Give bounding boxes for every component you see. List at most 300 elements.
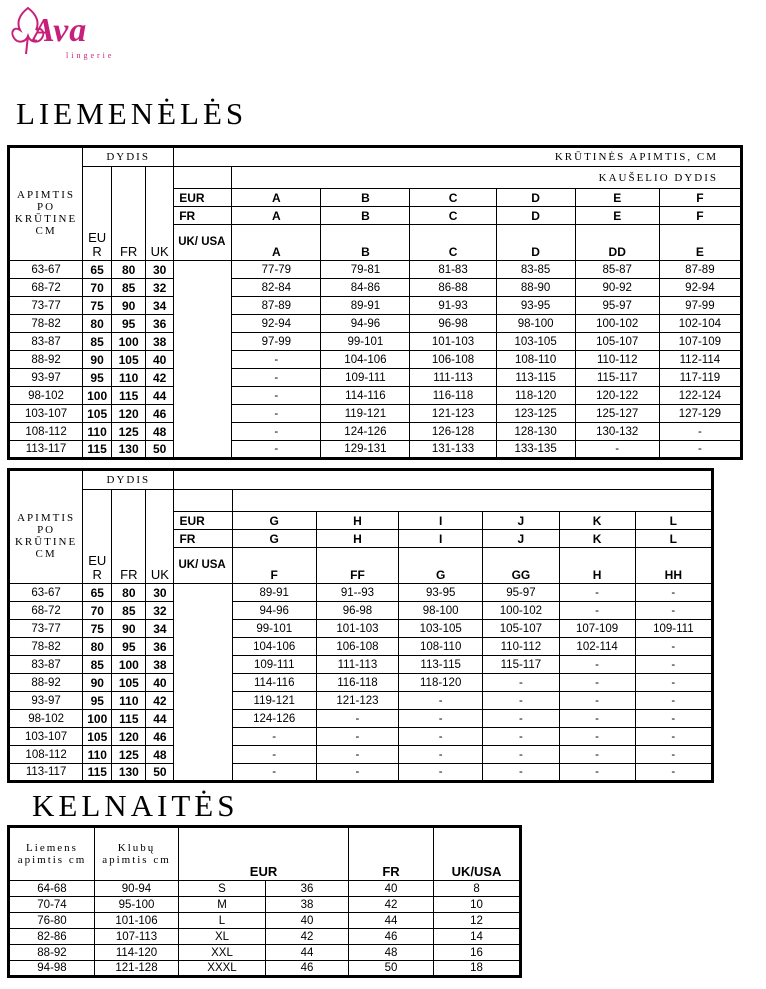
- fr-col-header: FR: [112, 490, 146, 584]
- bust-header: KRŪTINĖS APIMTIS, CM: [174, 147, 742, 167]
- eur-band-size: 115: [83, 764, 112, 782]
- brand-name: Ava: [32, 12, 88, 49]
- uk-size: 10: [434, 897, 521, 913]
- bust-range: 94-96: [232, 602, 316, 620]
- blank-header: [174, 470, 713, 490]
- bust-range: 118-120: [496, 387, 575, 405]
- fr-band-size: 115: [112, 710, 146, 728]
- cup-label: D: [496, 207, 575, 225]
- cup-label: B: [321, 189, 410, 207]
- bust-range: 130-132: [575, 423, 659, 441]
- blank-cell: [174, 387, 232, 405]
- underbust-value: 93-97: [9, 369, 83, 387]
- table-row: [9, 913, 521, 929]
- eur-size: 36: [266, 881, 349, 897]
- eur-band-size: 115: [83, 441, 112, 459]
- dydis-header: DYDIS: [83, 470, 174, 490]
- bust-range: -: [635, 602, 712, 620]
- hips-range: 114-120: [95, 945, 179, 961]
- eur-band-size: 95: [83, 369, 112, 387]
- cup-label: D: [496, 189, 575, 207]
- uk-header: UK/USA: [434, 827, 521, 881]
- uk-band-size: 42: [146, 692, 174, 710]
- underbust-value: 68-72: [9, 279, 83, 297]
- underbust-value: 78-82: [9, 315, 83, 333]
- bust-range: -: [232, 387, 321, 405]
- hips-range: 95-100: [95, 897, 179, 913]
- cup-label: FF: [316, 548, 398, 584]
- bust-range: 100-102: [483, 602, 559, 620]
- corner-cell: [9, 147, 83, 167]
- cup-label: A: [232, 189, 321, 207]
- waist-range: 64-68: [9, 881, 95, 897]
- fr-size: 48: [349, 945, 434, 961]
- uk-band-size: 46: [146, 728, 174, 746]
- bust-range: 113-115: [399, 656, 483, 674]
- bust-range: -: [316, 710, 398, 728]
- eur-band-size: 70: [83, 602, 112, 620]
- uk-band-size: 32: [146, 279, 174, 297]
- underbust-value: 113-117: [9, 441, 83, 459]
- bust-range: 79-81: [321, 261, 410, 279]
- bust-range: -: [575, 441, 659, 459]
- uk-band-size: 40: [146, 674, 174, 692]
- fr-band-size: 105: [112, 351, 146, 369]
- blank-cell: [174, 584, 232, 602]
- hips-range: 90-94: [95, 881, 179, 897]
- eur-band-size: 65: [83, 261, 112, 279]
- table-row: [9, 656, 713, 674]
- bust-range: 108-110: [399, 638, 483, 656]
- bust-range: -: [635, 692, 712, 710]
- eur-band-size: 90: [83, 351, 112, 369]
- bust-range: 84-86: [321, 279, 410, 297]
- cup-label: C: [410, 189, 496, 207]
- blank-cell: [174, 728, 232, 746]
- fr-band-size: 100: [112, 333, 146, 351]
- fr-col-header: FR: [112, 167, 146, 261]
- bust-range: -: [232, 746, 316, 764]
- bust-range: -: [635, 656, 712, 674]
- bust-range: 106-108: [316, 638, 398, 656]
- cup-label: G: [232, 530, 316, 548]
- bust-range: -: [559, 602, 635, 620]
- panties-size-table: [7, 825, 522, 978]
- bust-range: 109-111: [232, 656, 316, 674]
- underbust-value: 103-107: [9, 728, 83, 746]
- cup-label: DD: [575, 225, 659, 261]
- fr-band-size: 80: [112, 584, 146, 602]
- underbust-value: 98-102: [9, 710, 83, 728]
- eur-size: 40: [266, 913, 349, 929]
- letter-size: M: [179, 897, 266, 913]
- uk-band-size: 44: [146, 710, 174, 728]
- bust-range: 83-85: [496, 261, 575, 279]
- table-row: [9, 945, 521, 961]
- fr-band-size: 95: [112, 638, 146, 656]
- uk-band-size: 30: [146, 261, 174, 279]
- table-row: [9, 620, 713, 638]
- table-row: [9, 351, 742, 369]
- bust-range: -: [232, 405, 321, 423]
- underbust-value: 88-92: [9, 674, 83, 692]
- cup-label: C: [410, 207, 496, 225]
- waist-header: Liemens apimtis cm: [9, 827, 95, 881]
- bust-range: -: [483, 746, 559, 764]
- bust-range: -: [659, 441, 741, 459]
- eur-col-header: EU R: [83, 167, 112, 261]
- eur-header: EUR: [179, 827, 349, 881]
- table-row: [9, 602, 713, 620]
- bust-range: 95-97: [483, 584, 559, 602]
- underbust-value: 108-112: [9, 423, 83, 441]
- blank-cell: [174, 369, 232, 387]
- bust-range: 122-124: [659, 387, 741, 405]
- underbust-value: 88-92: [9, 351, 83, 369]
- cup-label: I: [399, 530, 483, 548]
- table-row: [9, 584, 713, 602]
- fr-size: 50: [349, 961, 434, 977]
- waist-range: 88-92: [9, 945, 95, 961]
- eur-size: 46: [266, 961, 349, 977]
- uk-size: 8: [434, 881, 521, 897]
- table-row: [9, 423, 742, 441]
- table-row: [9, 674, 713, 692]
- eur-col-header: EU R: [83, 490, 112, 584]
- eur-band-size: 85: [83, 333, 112, 351]
- cup-label: B: [321, 225, 410, 261]
- bust-range: 100-102: [575, 315, 659, 333]
- bust-range: 111-113: [410, 369, 496, 387]
- bra-size-table-1: [7, 145, 743, 460]
- bust-range: -: [559, 710, 635, 728]
- bust-range: 96-98: [316, 602, 398, 620]
- bust-range: 98-100: [399, 602, 483, 620]
- uk-band-size: 38: [146, 656, 174, 674]
- underbust-value: 83-87: [9, 656, 83, 674]
- bust-range: 89-91: [232, 584, 316, 602]
- bust-range: 120-122: [575, 387, 659, 405]
- bust-range: -: [559, 584, 635, 602]
- bust-range: 87-89: [232, 297, 321, 315]
- bust-range: 116-118: [316, 674, 398, 692]
- bust-range: 109-111: [635, 620, 712, 638]
- table-row: [9, 369, 742, 387]
- cup-label: K: [559, 512, 635, 530]
- bust-range: -: [483, 728, 559, 746]
- letter-size: XXXL: [179, 961, 266, 977]
- underbust-value: 113-117: [9, 764, 83, 782]
- table-row: [9, 261, 742, 279]
- fr-size: 42: [349, 897, 434, 913]
- uk-band-size: 40: [146, 351, 174, 369]
- blank-cell: [174, 764, 232, 782]
- bust-range: 101-103: [410, 333, 496, 351]
- bust-range: 107-109: [559, 620, 635, 638]
- bust-range: 93-95: [496, 297, 575, 315]
- eur-band-size: 100: [83, 387, 112, 405]
- bust-range: 110-112: [483, 638, 559, 656]
- bust-range: 118-120: [399, 674, 483, 692]
- hips-range: 121-128: [95, 961, 179, 977]
- bust-range: 124-126: [321, 423, 410, 441]
- cup-label: G: [232, 512, 316, 530]
- uk-band-size: 38: [146, 333, 174, 351]
- table-row: [9, 297, 742, 315]
- bust-range: 101-103: [316, 620, 398, 638]
- bust-range: -: [232, 764, 316, 782]
- bust-range: 99-101: [232, 620, 316, 638]
- letter-size: XL: [179, 929, 266, 945]
- bust-range: -: [559, 746, 635, 764]
- underbust-value: 63-67: [9, 584, 83, 602]
- bust-range: -: [659, 423, 741, 441]
- blank-cell: [174, 441, 232, 459]
- fr-band-size: 125: [112, 423, 146, 441]
- bust-range: 105-107: [575, 333, 659, 351]
- eur-band-size: 75: [83, 297, 112, 315]
- bust-range: 105-107: [483, 620, 559, 638]
- bust-range: 125-127: [575, 405, 659, 423]
- hips-range: 107-113: [95, 929, 179, 945]
- cup-label: A: [232, 207, 321, 225]
- uk-size: 14: [434, 929, 521, 945]
- bust-range: -: [399, 728, 483, 746]
- bust-range: -: [483, 692, 559, 710]
- bust-range: 116-118: [410, 387, 496, 405]
- underbust-value: 83-87: [9, 333, 83, 351]
- bust-range: 81-83: [410, 261, 496, 279]
- table-row: [9, 387, 742, 405]
- blank-cell: [174, 167, 232, 189]
- eur-band-size: 80: [83, 315, 112, 333]
- uk-size: 16: [434, 945, 521, 961]
- bust-range: -: [399, 692, 483, 710]
- fr-band-size: 90: [112, 620, 146, 638]
- cup-label: A: [232, 225, 321, 261]
- fr-size: 44: [349, 913, 434, 929]
- uk-band-size: 36: [146, 315, 174, 333]
- uk-band-size: 32: [146, 602, 174, 620]
- bust-range: 97-99: [232, 333, 321, 351]
- underbust-value: 98-102: [9, 387, 83, 405]
- eur-label: EUR: [174, 189, 232, 207]
- table-row: [9, 638, 713, 656]
- bust-range: -: [232, 423, 321, 441]
- uk-band-size: 36: [146, 638, 174, 656]
- table-row: [9, 746, 713, 764]
- bust-range: 104-106: [321, 351, 410, 369]
- eur-band-size: 85: [83, 656, 112, 674]
- bust-range: 115-117: [575, 369, 659, 387]
- bust-range: 87-89: [659, 261, 741, 279]
- bust-range: -: [635, 746, 712, 764]
- fr-size: 40: [349, 881, 434, 897]
- bust-range: 107-109: [659, 333, 741, 351]
- cup-label: L: [635, 530, 712, 548]
- underbust-value: 78-82: [9, 638, 83, 656]
- fr-label: FR: [174, 530, 232, 548]
- bust-range: 88-90: [496, 279, 575, 297]
- uk-size: 18: [434, 961, 521, 977]
- blank-cell: [174, 638, 232, 656]
- bust-range: -: [232, 351, 321, 369]
- cup-label: GG: [483, 548, 559, 584]
- cup-label: E: [575, 189, 659, 207]
- eur-band-size: 90: [83, 674, 112, 692]
- bras-heading: LIEMENĖLĖS: [16, 96, 248, 131]
- bust-range: -: [559, 656, 635, 674]
- fr-header: FR: [349, 827, 434, 881]
- eur-size: 38: [266, 897, 349, 913]
- bust-range: 92-94: [659, 279, 741, 297]
- bust-range: 131-133: [410, 441, 496, 459]
- table-row: [9, 692, 713, 710]
- uk-band-size: 48: [146, 746, 174, 764]
- eur-band-size: 110: [83, 423, 112, 441]
- uk-col-header: UK: [146, 490, 174, 584]
- fr-label: FR: [174, 207, 232, 225]
- bust-range: 113-115: [496, 369, 575, 387]
- bust-range: 96-98: [410, 315, 496, 333]
- cup-label: F: [659, 207, 741, 225]
- uk-band-size: 50: [146, 764, 174, 782]
- cup-label: C: [410, 225, 496, 261]
- bust-range: 127-129: [659, 405, 741, 423]
- bust-range: 108-110: [496, 351, 575, 369]
- blank-cell: [174, 710, 232, 728]
- eur-size: 42: [266, 929, 349, 945]
- brand-logo: [6, 4, 118, 62]
- underbust-value: 103-107: [9, 405, 83, 423]
- bust-range: -: [635, 638, 712, 656]
- bust-range: 114-116: [232, 674, 316, 692]
- cup-label: L: [635, 512, 712, 530]
- bust-range: 133-135: [496, 441, 575, 459]
- cup-label: H: [316, 530, 398, 548]
- bust-range: 82-84: [232, 279, 321, 297]
- eur-band-size: 100: [83, 710, 112, 728]
- blank-cell: [174, 333, 232, 351]
- cup-label: H: [559, 548, 635, 584]
- fr-band-size: 95: [112, 315, 146, 333]
- underbust-header: APIMTIS PO KRŪTINE CM: [9, 490, 83, 584]
- table-row: [9, 710, 713, 728]
- underbust-value: 68-72: [9, 602, 83, 620]
- table-row: [9, 279, 742, 297]
- uk-label: UK/ USA: [174, 225, 232, 261]
- blank-cell: [174, 490, 232, 512]
- fr-band-size: 80: [112, 261, 146, 279]
- bust-range: 91-93: [410, 297, 496, 315]
- bust-range: 86-88: [410, 279, 496, 297]
- eur-band-size: 65: [83, 584, 112, 602]
- fr-band-size: 105: [112, 674, 146, 692]
- bust-range: -: [483, 674, 559, 692]
- table-row: [9, 929, 521, 945]
- letter-size: L: [179, 913, 266, 929]
- cup-label: F: [659, 189, 741, 207]
- uk-band-size: 34: [146, 297, 174, 315]
- bust-range: 109-111: [321, 369, 410, 387]
- cup-label: HH: [635, 548, 712, 584]
- uk-label: UK/ USA: [174, 548, 232, 584]
- uk-size: 12: [434, 913, 521, 929]
- fr-band-size: 120: [112, 728, 146, 746]
- bust-range: -: [316, 746, 398, 764]
- bust-range: 102-104: [659, 315, 741, 333]
- cup-label: J: [483, 512, 559, 530]
- cup-label: J: [483, 530, 559, 548]
- fr-band-size: 85: [112, 279, 146, 297]
- fr-band-size: 125: [112, 746, 146, 764]
- cup-label: K: [559, 530, 635, 548]
- table-row: [9, 315, 742, 333]
- waist-range: 76-80: [9, 913, 95, 929]
- bust-range: -: [559, 728, 635, 746]
- bust-range: -: [399, 746, 483, 764]
- fr-band-size: 100: [112, 656, 146, 674]
- bust-range: -: [483, 764, 559, 782]
- blank-cell: [174, 351, 232, 369]
- cup-label: E: [659, 225, 741, 261]
- underbust-value: 93-97: [9, 692, 83, 710]
- uk-band-size: 30: [146, 584, 174, 602]
- eur-band-size: 80: [83, 638, 112, 656]
- blank-cell: [174, 423, 232, 441]
- waist-range: 94-98: [9, 961, 95, 977]
- bust-range: -: [483, 710, 559, 728]
- bust-range: 94-96: [321, 315, 410, 333]
- bust-range: 92-94: [232, 315, 321, 333]
- blank-cell: [174, 602, 232, 620]
- fr-band-size: 130: [112, 441, 146, 459]
- bust-range: 128-130: [496, 423, 575, 441]
- eur-band-size: 70: [83, 279, 112, 297]
- bra-size-table-2: [7, 468, 714, 783]
- bust-range: 119-121: [232, 692, 316, 710]
- bust-range: -: [232, 728, 316, 746]
- bust-range: -: [399, 764, 483, 782]
- blank-cell: [174, 405, 232, 423]
- bust-range: 91--93: [316, 584, 398, 602]
- bust-range: -: [635, 584, 712, 602]
- bust-range: 85-87: [575, 261, 659, 279]
- bust-range: 129-131: [321, 441, 410, 459]
- fr-band-size: 115: [112, 387, 146, 405]
- uk-band-size: 44: [146, 387, 174, 405]
- bust-range: -: [635, 764, 712, 782]
- underbust-value: 108-112: [9, 746, 83, 764]
- bust-range: 121-123: [316, 692, 398, 710]
- blank-cell: [174, 261, 232, 279]
- fr-band-size: 110: [112, 692, 146, 710]
- bust-range: 114-116: [321, 387, 410, 405]
- bust-range: -: [232, 441, 321, 459]
- waist-range: 70-74: [9, 897, 95, 913]
- eur-band-size: 105: [83, 405, 112, 423]
- bust-range: 98-100: [496, 315, 575, 333]
- bust-range: 112-114: [659, 351, 741, 369]
- underbust-value: 73-77: [9, 297, 83, 315]
- table-row: [9, 333, 742, 351]
- blank-cell: [174, 692, 232, 710]
- cup-label: D: [496, 225, 575, 261]
- bust-range: 110-112: [575, 351, 659, 369]
- table-row: [9, 441, 742, 459]
- cup-label: I: [399, 512, 483, 530]
- fr-band-size: 85: [112, 602, 146, 620]
